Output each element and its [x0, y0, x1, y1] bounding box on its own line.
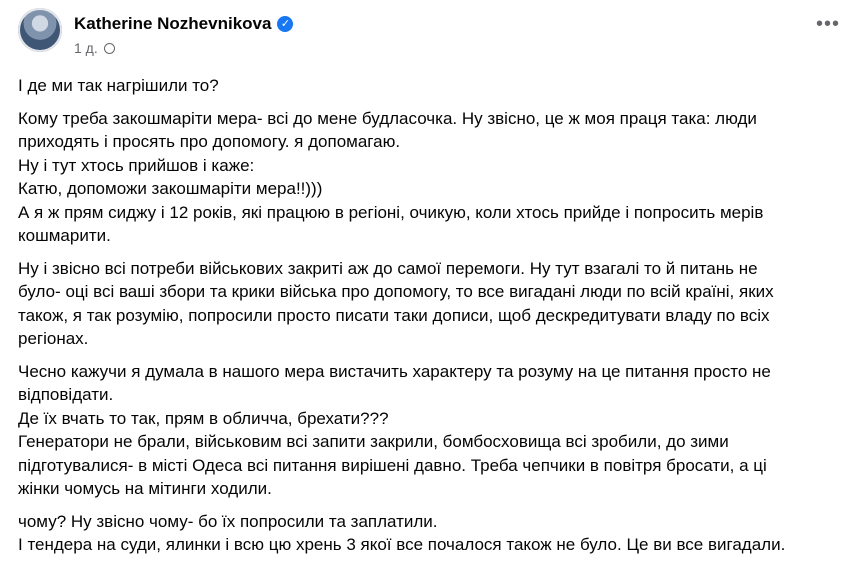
post-text-line: чому? Ну звісно чому- бо їх попросили та заплатили.: [18, 511, 438, 531]
post-text-line: А я ж прям сиджу і 12 років, які працюю в регіоні, очикую, коли хтось прийде і попросить мерів: [18, 202, 764, 222]
post-text-line: Де їх вчать то так, прям в обличча, брехати???: [18, 408, 389, 428]
paragraph-gap: [18, 98, 848, 107]
author-avatar[interactable]: [18, 8, 62, 52]
post-text-line: регіонах.: [18, 329, 89, 348]
post-text-line: відповідати.: [18, 385, 114, 404]
post-meta: [74, 40, 115, 56]
author-name[interactable]: Katherine Nozhevnikova: [74, 14, 272, 33]
post-text-line: Ну і звісно всі потреби військових закриті аж до самої перемоги. Ну тут взагалі то й питань не: [18, 258, 758, 278]
post-header: [18, 8, 846, 64]
post-text-line: кошмарити.: [18, 226, 111, 245]
paragraph-gap: [18, 248, 848, 257]
author-row: [74, 14, 293, 34]
post-text-line: Генератори не брали, військовим всі запити закрили, бомбосховища всі зробили, до зими: [18, 432, 729, 451]
post-text-line: жінки чомусь на мітинги ходили.: [18, 479, 272, 498]
post-time[interactable]: 1 д.: [74, 40, 98, 56]
verified-badge-icon: ✓: [277, 16, 293, 32]
post-text-line: було- оці всі ваші збори та крики війська про допомогу, то все вигадані люди по всій країні, яких: [18, 282, 774, 301]
post-text-line: Кому треба закошмаріти мера- всі до мене будласочка. Ну звісно, це ж моя праця така: люди: [18, 108, 757, 128]
post-text-line: Катю, допоможи закошмаріти мера!!))): [18, 179, 323, 198]
globe-icon: [104, 43, 115, 54]
post-text-line: Ну і тут хтось прийшов і каже:: [18, 155, 255, 175]
more-options-button[interactable]: •••: [815, 13, 840, 35]
paragraph-gap: [18, 351, 848, 360]
post-text-line: також, я так розумію, попросили просто писати таки дописи, щоб дескредитувати владу по всіх: [18, 305, 770, 325]
post-body: [18, 74, 848, 557]
post-text-line: приходять і просять про допомогу. я допомагаю.: [18, 132, 401, 151]
post-text-line: І де ми так нагрішили то?: [18, 76, 219, 95]
post-text-line: Чесно кажучи я думала в нашого мера вистачить характеру та розуму на це питання просто не: [18, 361, 771, 381]
paragraph-gap: [18, 501, 848, 510]
post-text-line: підготувалися- в місті Одеса всі питання вирішені давно. Треба чепчики в повітря бросати, а ці: [18, 455, 767, 475]
post-text-line: І тендера на суди, ялинки і всю цю хрень 3 якої все почалося також не було. Це ви все вигадали.: [18, 535, 786, 554]
